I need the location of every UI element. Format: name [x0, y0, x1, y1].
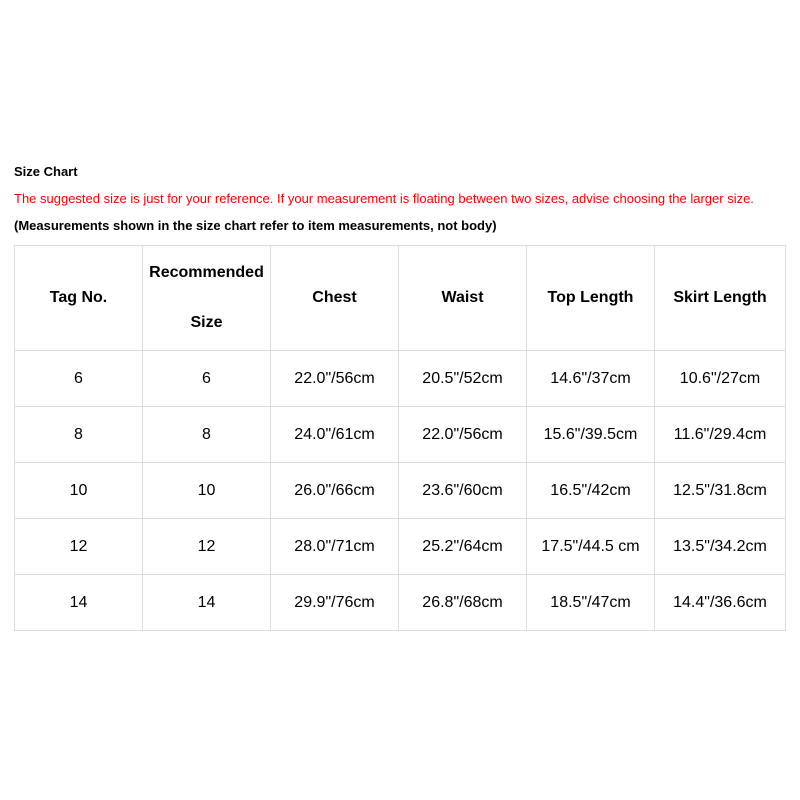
cell-skirt-length: 14.4"/36.6cm: [655, 575, 786, 631]
cell-recommended-size: 12: [143, 519, 271, 575]
cell-recommended-size: 14: [143, 575, 271, 631]
cell-top-length: 15.6"/39.5cm: [527, 407, 655, 463]
cell-skirt-length: 13.5"/34.2cm: [655, 519, 786, 575]
cell-top-length: 17.5"/44.5 cm: [527, 519, 655, 575]
cell-tag-no: 6: [15, 351, 143, 407]
cell-top-length: 14.6"/37cm: [527, 351, 655, 407]
header-tag-no: Tag No.: [15, 246, 143, 351]
cell-waist: 20.5"/52cm: [399, 351, 527, 407]
cell-waist: 26.8"/68cm: [399, 575, 527, 631]
header-waist: Waist: [399, 246, 527, 351]
measurement-disclaimer: (Measurements shown in the size chart refer to item measurements, not body): [14, 218, 497, 233]
table-row: [15, 351, 786, 407]
cell-chest: 26.0"/66cm: [271, 463, 399, 519]
table-row: [15, 407, 786, 463]
cell-chest: 24.0"/61cm: [271, 407, 399, 463]
size-table: [14, 245, 786, 631]
cell-top-length: 18.5"/47cm: [527, 575, 655, 631]
cell-recommended-size: 8: [143, 407, 271, 463]
cell-waist: 22.0"/56cm: [399, 407, 527, 463]
cell-chest: 29.9"/76cm: [271, 575, 399, 631]
cell-waist: 25.2"/64cm: [399, 519, 527, 575]
size-chart-title: Size Chart: [14, 164, 78, 179]
header-chest: Chest: [271, 246, 399, 351]
table-header-row: [15, 246, 786, 351]
cell-chest: 22.0"/56cm: [271, 351, 399, 407]
cell-chest: 28.0"/71cm: [271, 519, 399, 575]
header-recommended-size: Recommended Size: [143, 246, 271, 351]
cell-tag-no: 14: [15, 575, 143, 631]
cell-top-length: 16.5"/42cm: [527, 463, 655, 519]
table-row: [15, 463, 786, 519]
cell-recommended-size: 6: [143, 351, 271, 407]
cell-tag-no: 12: [15, 519, 143, 575]
cell-tag-no: 8: [15, 407, 143, 463]
cell-waist: 23.6"/60cm: [399, 463, 527, 519]
table-row: [15, 575, 786, 631]
header-skirt-length: Skirt Length: [655, 246, 786, 351]
cell-tag-no: 10: [15, 463, 143, 519]
cell-skirt-length: 12.5"/31.8cm: [655, 463, 786, 519]
cell-recommended-size: 10: [143, 463, 271, 519]
cell-skirt-length: 10.6"/27cm: [655, 351, 786, 407]
size-advice-note: The suggested size is just for your reference. If your measurement is floating between two sizes, advise choosing the larger size.: [14, 191, 754, 206]
header-top-length: Top Length: [527, 246, 655, 351]
cell-skirt-length: 11.6"/29.4cm: [655, 407, 786, 463]
table-row: [15, 519, 786, 575]
